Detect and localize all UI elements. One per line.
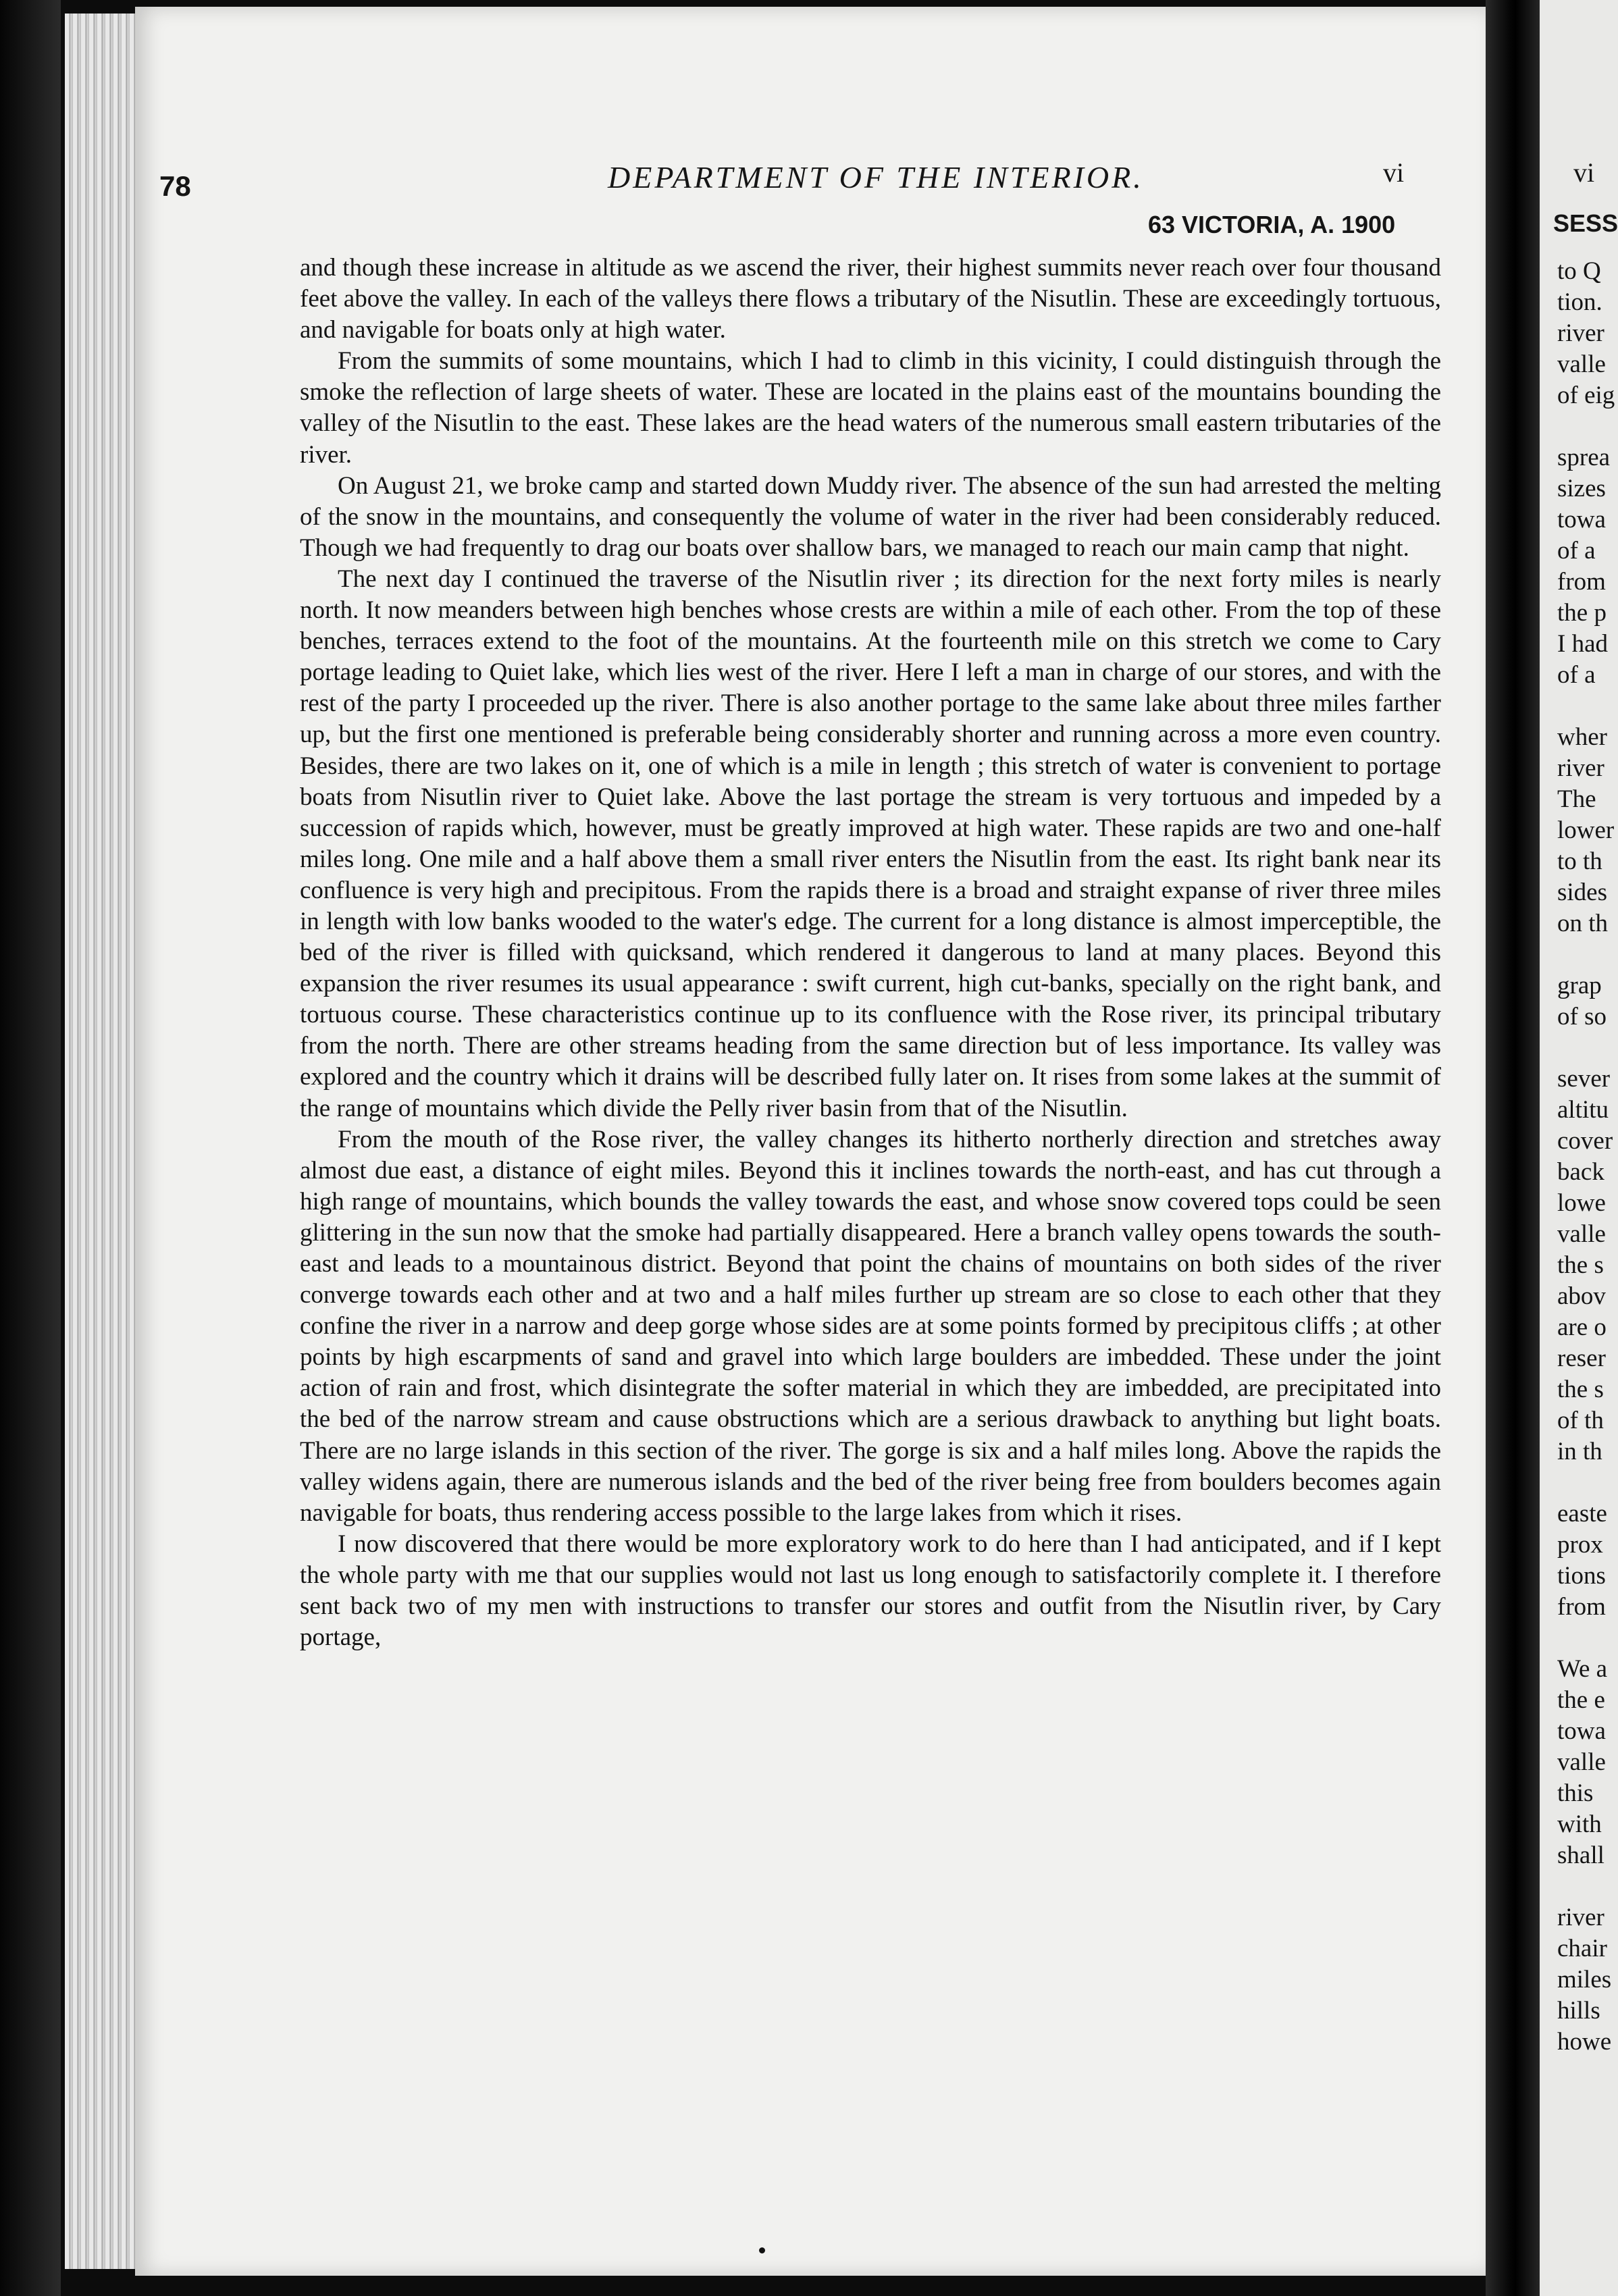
facing-page-line-fragment: prox (1557, 1531, 1603, 1559)
facing-page-line-fragment: are o (1557, 1313, 1607, 1341)
page-mark-dot (759, 2247, 765, 2253)
facing-page-line-fragment: valle (1557, 1220, 1606, 1248)
facing-page-line-fragment: The (1557, 785, 1596, 813)
section-numeral: vi (1383, 157, 1405, 188)
facing-page-line-fragment: in th (1557, 1438, 1602, 1465)
facing-page-line-fragment: of a (1557, 661, 1596, 689)
facing-page-line-fragment: lower (1557, 816, 1615, 844)
facing-page-line-fragment: river (1557, 754, 1604, 782)
facing-page-line-fragment: wher (1557, 723, 1607, 751)
scan-gutter (0, 0, 61, 2296)
facing-page-line-fragment: from (1557, 1593, 1606, 1621)
facing-page-line-fragment: towa (1557, 1717, 1606, 1745)
facing-page-line-fragment: I had (1557, 630, 1608, 658)
facing-page-line-fragment: this (1557, 1779, 1594, 1807)
facing-page-line-fragment: to th (1557, 847, 1602, 875)
facing-page-line-fragment: with (1557, 1810, 1602, 1838)
running-head: DEPARTMENT OF THE INTERIOR. (608, 160, 1144, 194)
facing-page-line-fragment: the s (1557, 1251, 1604, 1279)
facing-page-line-fragment: valle (1557, 350, 1606, 378)
facing-page-line-fragment: grap (1557, 972, 1602, 999)
facing-page-line-fragment: of eig (1557, 382, 1615, 409)
facing-page-line-fragment: cover (1557, 1127, 1613, 1155)
facing-page-line-fragment: the p (1557, 599, 1607, 627)
facing-page-line-fragment: shall (1557, 1842, 1604, 1869)
facing-page-line-fragment: towa (1557, 506, 1606, 533)
paragraph: I now discovered that there would be more exploratory work to do here than I had anticipated, and if I kept the whole party with me that our supplies would not last us long enough to satisfactorily complete it. I therefore sent back two of my men with instructions to transfer our stores and outfit from the Nisutlin river, by Cary portage, (300, 1530, 1441, 1652)
facing-page-line-fragment: abov (1557, 1282, 1606, 1310)
facing-page-line-fragment: altitu (1557, 1096, 1609, 1124)
paragraph: From the mouth of the Rose river, the valley changes its hitherto northerly direction and stretches away almost due east, a distance of eight miles. Beyond this it inclines towards the north-east, and has cut through a high range of mountains, which bounds the valley towards the east, and whose snow covered tops could be seen glittering in the sun now that the smoke had partially disappeared. Here a branch valley opens towards the south-east and leads to a mountainous district. Beyond that point the chains of mountains on both sides of the river converge towards each other and at two and a half miles further up stream are so close to each other that they confine the river in a narrow and deep gorge whose sides are at some points formed by precipitous cliffs ; at other points by high escarpments of sand and gravel into which large boulders are imbedded. These under the joint action of rain and frost, which disintegrate the softer material in which they are imbedded, are precipitated into the bed of the narrow stream and cause obstructions which are a serious drawback to anything but light boats. There are no large islands in this section of the river. The gorge is six and a half miles long. Above the rapids the valley widens again, there are numerous islands and the bed of the river being free from boulders becomes again navigable for boats, thus rendering access possible to the large lakes from which it rises. (300, 1125, 1441, 1527)
facing-page-line-fragment: sprea (1557, 444, 1611, 471)
page-edges (65, 14, 146, 2269)
facing-page-line-fragment: of so (1557, 1003, 1607, 1030)
facing-page-line-fragment: from (1557, 568, 1606, 596)
facing-page-line-fragment: river (1557, 319, 1604, 347)
facing-page-line-fragment: sever (1557, 1065, 1611, 1093)
facing-page-line-fragment: chair (1557, 1935, 1607, 1962)
facing-page-line-fragment: reser (1557, 1345, 1606, 1372)
facing-page-line-fragment: hills (1557, 1997, 1600, 2025)
facing-page-line-fragment: valle (1557, 1748, 1606, 1776)
facing-page-line-fragment: howe (1557, 2028, 1612, 2056)
paragraph: The next day I continued the traverse of the Nisutlin river ; its direction for the next forty miles is nearly north. It now meanders between high benches whose crests are within a mile of each other. From the top of these benches, terraces extend to the foot of the mountains. At the fourteenth mile on this stretch we come to Cary portage leading to Quiet lake, which lies west of the river. Here I left a man in charge of our stores, and with the rest of the party I proceeded up the river. There is also another portage to the same lake about three miles farther up, but the first one mentioned is preferable being considerably shorter and running across a more even country. Besides, there are two lakes on it, one of which is a mile in length ; this stretch of water is convenient to portage boats from Nisutlin river to Quiet lake. Above the last portage the stream is very tortuous and impeded by a succession of rapids which, however, must be greatly improved at high water. These rapids are two and one-half miles long. One mile and a half above them a small river enters the Nisutlin from the east. Its right bank near its confluence is very high and precipitous. From the rapids there is a broad and straight expanse of river three miles in length with low banks wooded to the water's edge. The current for a long distance is almost imperceptible, the bed of the river is filled with quicksand, which rendered it dangerous to land at many places. Beyond this expansion the river resumes its usual appearance : swift current, high cut-banks, specially on the right bank, and tortuous course. These characteristics continue up to its confluence with the Rose river, its principal tributary from the north. There are other streams heading from the same direction but of less importance. Its valley was explored and the country which it drains will be described fully later on. It rises from some lakes at the summit of the range of mountains which divide the Pelly river basin from that of the Nisutlin. (300, 565, 1441, 1122)
facing-page-line-fragment: to Q (1557, 257, 1601, 285)
facing-page-line-fragment: tions (1557, 1562, 1606, 1590)
facing-page-line-fragment: sizes (1557, 475, 1606, 502)
body-text (300, 253, 1441, 1653)
page-number: 78 (159, 170, 191, 202)
facing-page-line-fragment: back (1557, 1158, 1604, 1186)
facing-page-line-fragment: river (1557, 1904, 1604, 1931)
facing-page-line-fragment: the e (1557, 1686, 1605, 1714)
facing-page-line-fragment: of th (1557, 1407, 1604, 1434)
facing-page-line-fragment: tion. (1557, 288, 1602, 316)
facing-page-line-fragment: miles (1557, 1966, 1612, 1993)
facing-page-line-fragment: easte (1557, 1500, 1607, 1528)
facing-page-line-fragment: sides (1557, 879, 1607, 906)
facing-page-line-fragment: the s (1557, 1376, 1604, 1403)
paragraph: From the summits of some mountains, which I had to climb in this vicinity, I could distinguish through the smoke the reflection of large sheets of water. These are located in the plains east of the mountains bounding the valley of the Nisutlin to the east. These lakes are the head waters of the numerous small eastern tributaries of the river. (300, 347, 1441, 469)
facing-page-line-fragment: lowe (1557, 1189, 1606, 1217)
facing-page-header: SESS (1553, 209, 1618, 237)
facing-page-line-fragment: on th (1557, 910, 1609, 937)
facing-page-numeral: vi (1573, 157, 1595, 188)
paragraph: On August 21, we broke camp and started down Muddy river. The absence of the sun had arrested the melting of the snow in the mountains, and consequently the volume of water in the river had been considerably reduced. Though we had frequently to drag our boats over shallow bars, we managed to reach our main camp that night. (300, 471, 1441, 562)
paragraph: and though these increase in altitude as we ascend the river, their highest summits never reach over four thousand feet above the valley. In each of the valleys there flows a tributary of the Nisutlin. These are exceedingly tortuous, and navigable for boats only at high water. (300, 254, 1441, 344)
session-line: 63 VICTORIA, A. 1900 (1148, 211, 1396, 238)
facing-page-line-fragment: of a (1557, 537, 1596, 565)
facing-page-line-fragment: We a (1557, 1655, 1608, 1683)
book-spine (1486, 0, 1540, 2296)
